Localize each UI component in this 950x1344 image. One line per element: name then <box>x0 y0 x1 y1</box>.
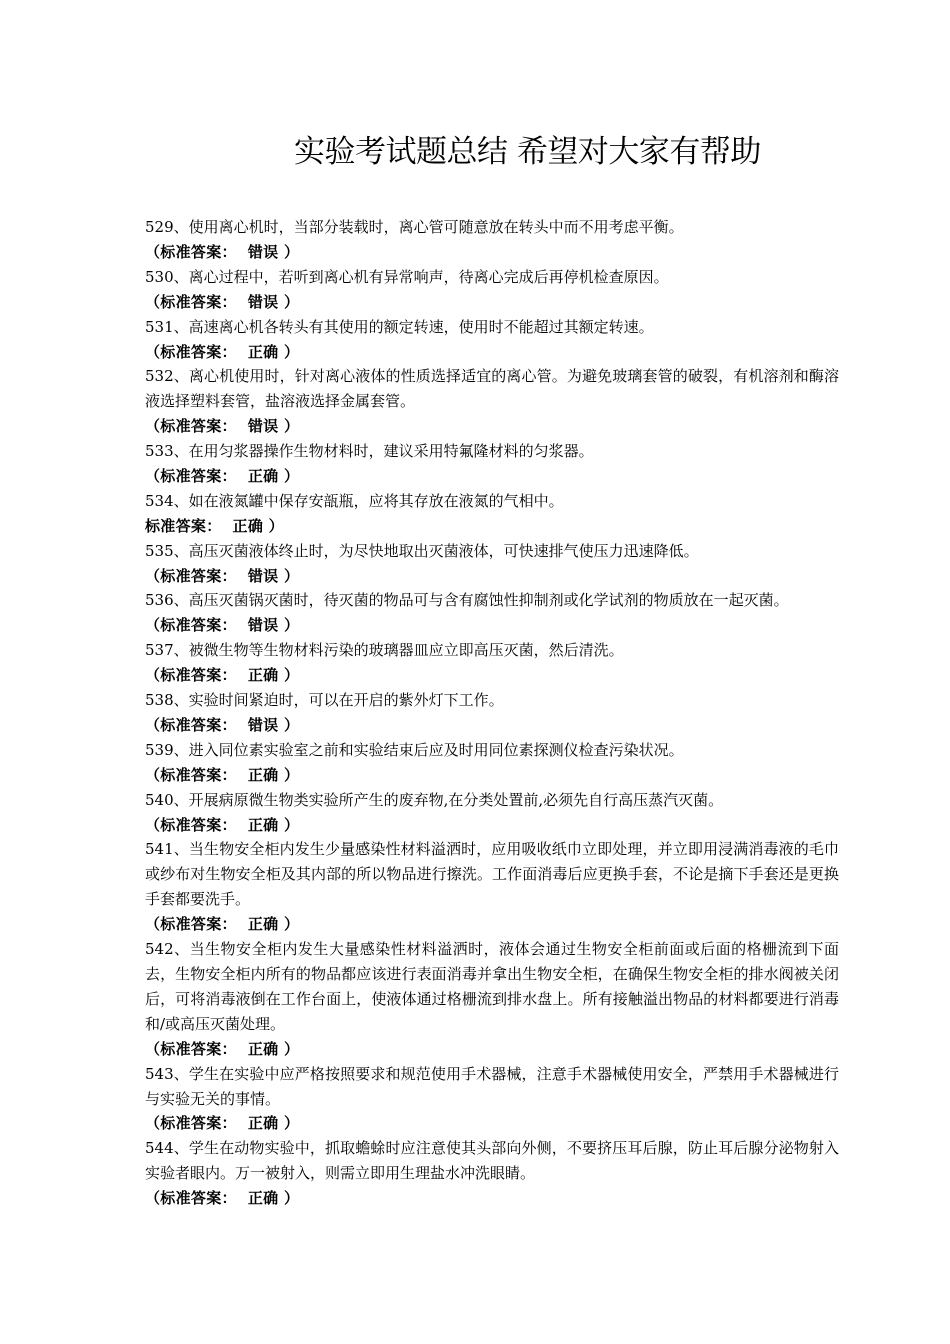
answer-536: （标准答案： 错误 ） <box>145 616 300 635</box>
answer-541: （标准答案： 正确 ） <box>145 915 300 934</box>
question-542: 542、当生物安全柜内发生大量感染性材料溢洒时，液体会通过生物安全柜前面或后面的格栅流到下面去，生物安全柜内所有的物品都应该进行表面消毒并拿出生物安全柜，在确保生物安全柜的排水阀被关闭后，可将消毒液倒在工作台面上，使液体通过格栅流到排水盘上。所有接触溢出物品的材料都要进行消毒和/或高压灭菌处理。 <box>145 940 839 1033</box>
question-list <box>145 215 839 1211</box>
question-533: 533、在用匀浆器操作生物材料时，建议采用特氟隆材料的匀浆器。 <box>145 442 594 461</box>
document-title: 实验考试题总结 希望对大家有帮助 <box>294 134 761 170</box>
question-540: 540、开展病原微生物类实验所产生的废弃物,在分类处置前,必须先自行高压蒸汽灭菌。 <box>145 790 724 809</box>
question-544: 544、学生在动物实验中，抓取蟾蜍时应注意使其头部向外侧，不要挤压耳后腺，防止耳后腺分泌物射入实验者眼内。万一被射入，则需立即用生理盐水冲洗眼睛。 <box>145 1139 839 1183</box>
question-539: 539、进入同位素实验室之前和实验结束后应及时用同位素探测仪检查污染状况。 <box>145 740 684 759</box>
question-534: 534、如在液氮罐中保存安瓿瓶，应将其存放在液氮的气相中。 <box>145 491 564 510</box>
answer-529: （标准答案： 错误 ） <box>145 242 300 261</box>
answer-544: （标准答案： 正确 ） <box>145 1189 300 1208</box>
answer-538: （标准答案： 错误 ） <box>145 715 300 734</box>
answer-543: （标准答案： 正确 ） <box>145 1114 300 1133</box>
answer-535: （标准答案： 错误 ） <box>145 566 300 585</box>
answer-539: （标准答案： 正确 ） <box>145 765 300 784</box>
question-537: 537、被微生物等生物材料污染的玻璃器皿应立即高压灭菌，然后清洗。 <box>145 641 624 660</box>
answer-531: （标准答案： 正确 ） <box>145 342 300 361</box>
question-531: 531、高速离心机各转头有其使用的额定转速，使用时不能超过其额定转速。 <box>145 317 654 336</box>
question-538: 538、实验时间紧迫时，可以在开启的紫外灯下工作。 <box>145 691 504 710</box>
answer-534: 标准答案： 正确 ） <box>145 516 284 535</box>
answer-542: （标准答案： 正确 ） <box>145 1039 300 1058</box>
question-543: 543、学生在实验中应严格按照要求和规范使用手术器械，注意手术器械使用安全，严禁用手术器械进行与实验无关的事情。 <box>145 1064 839 1108</box>
answer-532: （标准答案： 错误 ） <box>145 417 300 436</box>
question-541: 541、当生物安全柜内发生少量感染性材料溢洒时，应用吸收纸巾立即处理，并立即用浸满消毒液的毛巾或纱布对生物安全柜及其内部的所以物品进行擦洗。工作面消毒后应更换手套，不论是摘下手套还是更换手套都要洗手。 <box>145 840 839 909</box>
answer-540: （标准答案： 正确 ） <box>145 815 300 834</box>
answer-537: （标准答案： 正确 ） <box>145 666 300 685</box>
question-530: 530、离心过程中，若听到离心机有异常响声，待离心完成后再停机检查原因。 <box>145 267 669 286</box>
answer-533: （标准答案： 正确 ） <box>145 467 300 485</box>
question-532: 532、离心机使用时，针对离心液体的性质选择适宜的离心管。为避免玻璃套管的破裂，有机溶剂和酶溶液选择塑料套管，盐溶液选择金属套管。 <box>145 367 839 411</box>
question-529: 529、使用离心机时，当部分装载时，离心管可随意放在转头中而不用考虑平衡。 <box>145 218 684 236</box>
question-536: 536、高压灭菌锅灭菌时，待灭菌的物品可与含有腐蚀性抑制剂或化学试剂的物质放在一起灭菌。 <box>145 591 789 610</box>
question-535: 535、高压灭菌液体终止时，为尽快地取出灭菌液体，可快速排气使压力迅速降低。 <box>145 541 699 560</box>
answer-530: （标准答案： 错误 ） <box>145 292 300 311</box>
